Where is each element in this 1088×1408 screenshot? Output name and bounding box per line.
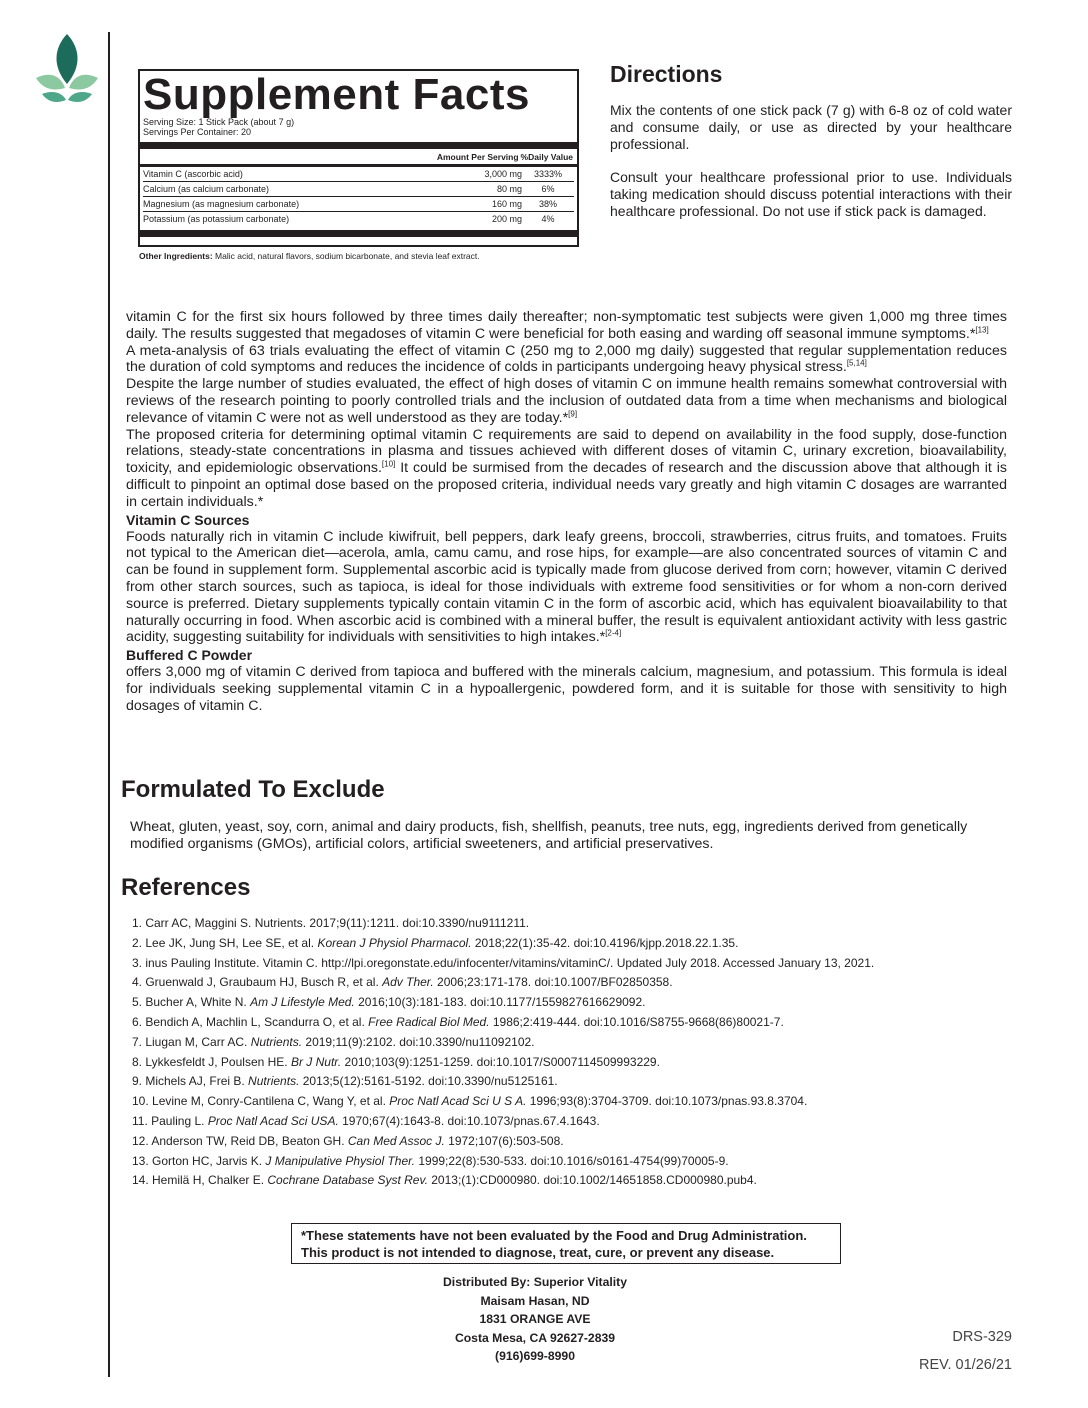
reference-text: 7. Liugan M, Carr AC. bbox=[132, 1034, 251, 1049]
reference-text: 12. Anderson TW, Reid DB, Beaton GH. bbox=[132, 1133, 348, 1148]
daily-value-header: %Daily Value bbox=[520, 152, 573, 162]
amount-per-serving-header: Amount Per Serving bbox=[436, 152, 519, 162]
reference-journal: Korean J Physiol Pharmacol. bbox=[317, 935, 472, 950]
reference-item bbox=[132, 1112, 874, 1132]
body-paragraph bbox=[126, 376, 1007, 426]
nutrient-dv: 3333% bbox=[533, 169, 563, 179]
directions-paragraph-1: Mix the contents of one stick pack (7 g) with 6-8 oz of cold water and consume daily, or use as directed by your healthcare professional. bbox=[610, 102, 1012, 152]
reference-text: 1972;107(6):503-508. bbox=[444, 1133, 564, 1148]
body-text-run: Despite the large number of studies evaluated, the effect of high doses of vitamin C on immune health remains somewhat controversial with reviews of the research pointing to poorly controlled trials and the inclusion of outdated data from a time when mechanisms and biological relevance of vitamin C were not as well understood as they are today.* bbox=[126, 376, 1007, 426]
reference-text: 4. Gruenwald J, Graubaum HJ, Busch R, et al. bbox=[132, 975, 383, 990]
reference-text: 1996;93(8):3704-3709. doi:10.1073/pnas.93.8.3704. bbox=[526, 1094, 808, 1109]
reference-text: 14. Hemilä H, Chalker E. bbox=[132, 1173, 268, 1188]
body-text-run: vitamin C for the first six hours followed by three times daily thereafter; non-symptomatic test subjects were given 1,000 mg three times daily. The results suggested that megadoses of vitamin C were beneficial for both easing and warding off seasonal immune symptoms.* bbox=[126, 309, 1007, 342]
reference-text: 2018;22(1):35-42. doi:10.4196/kjpp.2018.22.1.35. bbox=[471, 935, 739, 950]
reference-journal: Adv Ther. bbox=[382, 975, 434, 990]
distributor-line: Maisam Hasan, ND bbox=[480, 1293, 590, 1308]
references-title: References bbox=[121, 874, 251, 901]
body-text-run: A meta-analysis of 63 trials evaluating the effect of vitamin C (250 mg to 2,000 mg daily) suggested that regular supplementation reduces the duration of cold symptoms and reduces the incidence of colds in participants undergoing heavy physical stress. bbox=[126, 342, 1007, 376]
citation: [2-4] bbox=[605, 628, 622, 638]
body-paragraph bbox=[126, 529, 1007, 647]
disclaimer-line-1: *These statements have not been evaluated by the Food and Drug Administration. bbox=[301, 1228, 807, 1243]
reference-item bbox=[132, 954, 874, 974]
exclude-title: Formulated To Exclude bbox=[121, 776, 385, 803]
other-ingredients-label: Other Ingredients: bbox=[139, 251, 213, 261]
document-code: DRS-329 bbox=[952, 1329, 1012, 1345]
reference-item bbox=[132, 1013, 874, 1033]
citation: [13] bbox=[975, 325, 989, 335]
reference-item bbox=[132, 1092, 874, 1112]
reference-text: 1970;67(4):1643-8. doi:10.1073/pnas.67.4.1643. bbox=[338, 1113, 600, 1128]
distributor-line: (916)699-8990 bbox=[495, 1349, 575, 1364]
disclaimer-line-2: This product is not intended to diagnose, treat, cure, or prevent any disease. bbox=[301, 1245, 775, 1260]
reference-journal: Nutrients. bbox=[248, 1074, 300, 1089]
reference-text: 2. Lee JK, Jung SH, Lee SE, et al. bbox=[132, 935, 318, 950]
citation: [10] bbox=[381, 459, 396, 469]
serving-size: Serving Size: 1 Stick Pack (about 7 g) bbox=[143, 117, 295, 127]
reference-journal: Cochrane Database Syst Rev. bbox=[267, 1173, 428, 1188]
directions-paragraph-2: Consult your healthcare professional prior to use. Individuals taking medication should discuss potential interactions with their healthcare professional. Do not use if stick pack is damaged. bbox=[610, 169, 1012, 219]
nutrient-name: Calcium (as calcium carbonate) bbox=[143, 184, 270, 194]
body-paragraph bbox=[126, 309, 1007, 343]
reference-item bbox=[132, 993, 874, 1013]
reference-text: 11. Pauling L. bbox=[132, 1113, 208, 1128]
reference-item bbox=[132, 973, 874, 993]
other-ingredients-text: Malic acid, natural flavors, sodium bicarbonate, and stevia leaf extract. bbox=[212, 251, 480, 261]
directions-title: Directions bbox=[610, 61, 723, 87]
reference-text: 2016;10(3):181-183. doi:10.1177/1559827616629092. bbox=[354, 995, 646, 1010]
buffered-c-powder-heading: Buffered C Powder bbox=[126, 647, 253, 664]
facts-row bbox=[143, 197, 574, 212]
reference-text: 2013;(1):CD000980. doi:10.1002/14651858.CD000980.pub4. bbox=[427, 1173, 757, 1188]
reference-item bbox=[132, 1053, 874, 1073]
reference-journal: Br J Nutr. bbox=[290, 1054, 342, 1069]
reference-item bbox=[132, 1171, 874, 1191]
facts-row bbox=[143, 167, 574, 182]
references-list bbox=[132, 914, 874, 1191]
nutrient-amount: 160 mg bbox=[491, 199, 522, 209]
body-text-run: It could be surmised from the decades of research and the discussion above that although it is difficult to pinpoint an optimal dose based on the proposed criteria, individual needs vary greatly and high vitamin C dosages are warranted in certain individuals.* bbox=[126, 460, 1007, 510]
nutrient-name: Vitamin C (ascorbic acid) bbox=[143, 169, 243, 179]
reference-text: 3. inus Pauling Institute. Vitamin C. http://lpi.oregonstate.edu/infocenter/vitamins/vitaminC/. Updated July 2018. Accessed January 13, 2021. bbox=[132, 955, 875, 970]
distributor-line: Costa Mesa, CA 92627-2839 bbox=[454, 1330, 616, 1345]
fda-disclaimer-box bbox=[291, 1223, 841, 1264]
reference-text: 1999;22(8):530-533. doi:10.1016/s0161-4754(99)70005-9. bbox=[415, 1153, 729, 1168]
reference-journal: Free Radical Biol Med. bbox=[368, 1014, 490, 1029]
supplement-facts-panel bbox=[138, 69, 579, 247]
reference-item bbox=[132, 1033, 874, 1053]
vitamin-c-sources-heading: Vitamin C Sources bbox=[126, 511, 250, 528]
nutrient-amount: 3,000 mg bbox=[484, 169, 522, 179]
facts-column-header bbox=[143, 149, 574, 164]
reference-journal: Proc Natl Acad Sci USA. bbox=[207, 1113, 339, 1128]
distributor-line: 1831 ORANGE AVE bbox=[479, 1312, 591, 1327]
exclude-text: Wheat, gluten, yeast, soy, corn, animal and dairy products, fish, shellfish, peanuts, tree nuts, egg, ingredients derived from genetically modified organisms (GMOs), artificial colors, artificial sweeteners, and artificial preservatives. bbox=[130, 819, 968, 852]
reference-journal: Am J Lifestyle Med. bbox=[250, 995, 355, 1010]
facts-row bbox=[143, 212, 574, 226]
nutrient-dv: 6% bbox=[541, 184, 555, 194]
reference-item bbox=[132, 1152, 874, 1172]
reference-text: 8. Lykkesfeldt J, Poulsen HE. bbox=[132, 1054, 291, 1069]
nutrient-amount: 80 mg bbox=[496, 184, 522, 194]
other-ingredients bbox=[139, 251, 480, 261]
reference-journal: J Manipulative Physiol Ther. bbox=[265, 1153, 416, 1168]
reference-text: 2013;5(12):5161-5192. doi:10.3390/nu5125161. bbox=[299, 1074, 558, 1089]
reference-item bbox=[132, 934, 874, 954]
nutrient-name: Potassium (as potassium carbonate) bbox=[143, 214, 290, 224]
nutrient-name: Magnesium (as magnesium carbonate) bbox=[143, 199, 300, 209]
left-rule bbox=[108, 32, 110, 1377]
body-text-run: The proposed criteria for determining optimal vitamin C requirements are said to depend on availability in the food supply, dose-function relations, steady-state concentrations in plasma and tissues achieved with different doses of vitamin C, urinary excretion, bioavailability, toxicity, and epidemiologic observations. bbox=[126, 426, 1007, 477]
thick-divider bbox=[140, 142, 577, 149]
reference-text: 5. Bucher A, White N. bbox=[132, 995, 251, 1010]
facts-rows bbox=[143, 167, 574, 226]
body-paragraph bbox=[126, 427, 1007, 511]
reference-journal: Can Med Assoc J. bbox=[347, 1133, 445, 1148]
citation: [5,14] bbox=[846, 358, 867, 368]
reference-text: 6. Bendich A, Machlin L, Scandurra O, et al. bbox=[132, 1014, 369, 1029]
servings-per-container: Servings Per Container: 20 bbox=[143, 127, 252, 137]
supplement-facts-title: Supplement Facts bbox=[143, 70, 530, 119]
reference-text: 1986;2:419-444. doi:10.1016/S8755-9668(86)80021-7. bbox=[489, 1014, 784, 1029]
distributor-block bbox=[400, 1273, 670, 1366]
reference-item bbox=[132, 1072, 874, 1092]
reference-item bbox=[132, 914, 874, 934]
revision-date: REV. 01/26/21 bbox=[919, 1357, 1012, 1373]
body-paragraph: offers 3,000 mg of vitamin C derived from tapioca and buffered with the minerals calcium, magnesium, and potassium. This formula is ideal for individuals seeking supplemental vitamin C in a hypoallergenic, powdered form, and it is suitable for those with sensitivity to high dosages of vitamin C. bbox=[126, 664, 1007, 714]
reference-journal: Proc Natl Acad Sci U S A. bbox=[389, 1094, 527, 1109]
body-paragraph bbox=[126, 343, 1007, 377]
reference-text: 2010;103(9):1251-1259. doi:10.1017/S0007114509993229. bbox=[341, 1054, 660, 1069]
nutrient-amount: 200 mg bbox=[491, 214, 522, 224]
distributor-line: Distributed By: Superior Vitality bbox=[443, 1275, 627, 1289]
reference-journal: Nutrients. bbox=[250, 1034, 303, 1049]
reference-text: 1. Carr AC, Maggini S. Nutrients. 2017;9(11):1211. doi:10.3390/nu9111211. bbox=[132, 916, 530, 930]
nutrient-dv: 38% bbox=[538, 199, 557, 209]
facts-row bbox=[143, 182, 574, 197]
reference-text: 2019;11(9):2102. doi:10.3390/nu11092102. bbox=[302, 1034, 535, 1049]
body-text bbox=[126, 309, 1007, 715]
reference-text: 10. Levine M, Conry-Cantilena C, Wang Y, et al. bbox=[132, 1094, 390, 1109]
citation: [9] bbox=[568, 409, 578, 419]
reference-text: 2006;23:171-178. doi:10.1007/BF02850358. bbox=[433, 975, 673, 990]
nutrient-dv: 4% bbox=[541, 214, 555, 224]
reference-item bbox=[132, 1132, 874, 1152]
body-text-run: Foods naturally rich in vitamin C include kiwifruit, bell peppers, dark leafy greens, broccoli, strawberries, citrus fruits, and tomatoes. Fruits not typical to the American diet—acerola, amla, camu camu, and rose hips, for example—are also concentrated sources of vitamin C and can be found in supplement form. Supplemental ascorbic acid is typically made from glucose derived from corn; however, vitamin C derived from other starch sources, such as tapioca, is ideal for those individuals with extreme food sensitivities or for whom a non-corn derived source is preferred. Dietary supplements typically contain vitamin C in the form of ascorbic acid, which has equivalent bioavailability to that naturally occurring in food. When ascorbic acid is combined with a mineral buffer, the result is equivalent antioxidant activity with less gastric acidity, suggesting suitability for individuals with sensitivities to high intakes.* bbox=[126, 528, 1007, 646]
brand-leaf-logo-icon bbox=[34, 32, 100, 104]
bottom-divider bbox=[140, 230, 577, 237]
reference-text: 13. Gorton HC, Jarvis K. bbox=[132, 1153, 266, 1168]
reference-text: 9. Michels AJ, Frei B. bbox=[132, 1074, 249, 1089]
